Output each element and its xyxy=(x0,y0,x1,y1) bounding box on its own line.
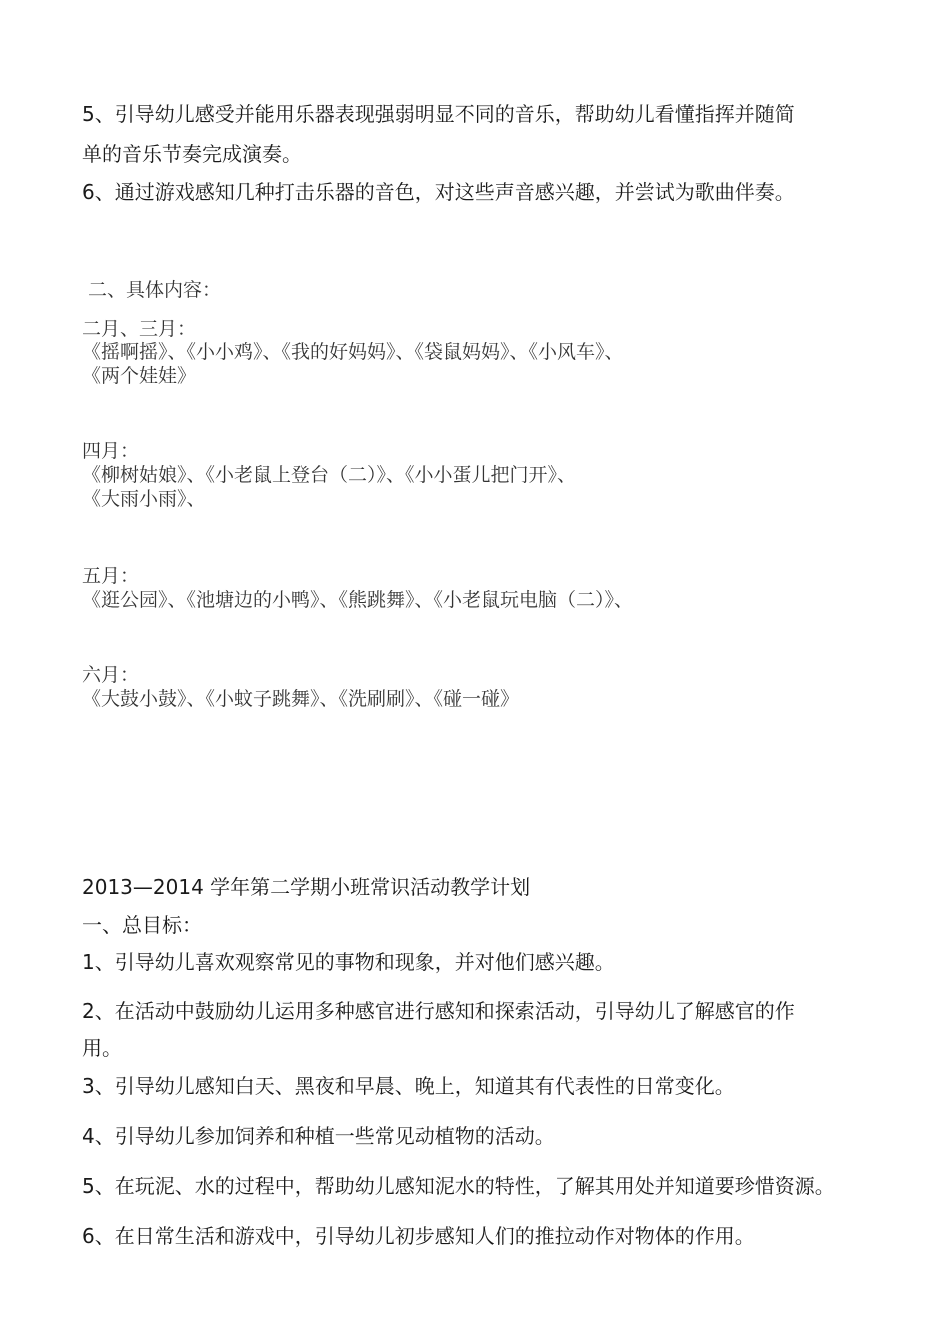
science-goal-2-line1: 2、在活动中鼓励幼儿运用多种感官进行感知和探索活动，引导幼儿了解感官的作 xyxy=(82,999,795,1023)
jun-label: 六月： xyxy=(82,664,140,686)
science-goal-2-line2: 用。 xyxy=(82,1036,122,1060)
apr-label: 四月： xyxy=(82,440,140,462)
jun-songs-line1: 《大鼓小鼓》、《小蚊子跳舞》、《洗刷刷》、《碰一碰》 xyxy=(82,688,520,710)
music-goal-5-line2: 单的音乐节奏完成演奏。 xyxy=(82,142,302,166)
music-goal-5-line1: 5、引导幼儿感受并能用乐器表现强弱明显不同的音乐，帮助幼儿看懂指挥并随简 xyxy=(82,102,795,126)
science-goal-3: 3、引导幼儿感知白天、黑夜和早晨、晚上，知道其有代表性的日常变化。 xyxy=(82,1074,735,1098)
science-plan-title: 2013—2014 学年第二学期小班常识活动教学计划 xyxy=(82,875,531,899)
music-goal-6: 6、通过游戏感知几种打击乐器的音色，对这些声音感兴趣，并尝试为歌曲伴奏。 xyxy=(82,180,795,204)
apr-songs-line2: 《大雨小雨》、 xyxy=(82,488,206,510)
science-goal-1: 1、引导幼儿喜欢观察常见的事物和现象，并对他们感兴趣。 xyxy=(82,950,615,974)
feb-mar-label: 二月、三月： xyxy=(82,318,197,340)
science-goal-4: 4、引导幼儿参加饲养和种植一些常见动植物的活动。 xyxy=(82,1124,555,1148)
science-goal-5: 5、在玩泥、水的过程中，帮助幼儿感知泥水的特性，了解其用处并知道要珍惜资源。 xyxy=(82,1174,835,1198)
apr-songs-line1: 《柳树姑娘》、《小老鼠上登台（二）》、《小小蛋儿把门开》、 xyxy=(82,464,577,486)
feb-mar-songs-line1: 《摇啊摇》、《小小鸡》、《我的好妈妈》、《袋鼠妈妈》、《小风车》、 xyxy=(82,341,624,363)
may-label: 五月： xyxy=(82,565,140,587)
content-heading: 二、具体内容： xyxy=(88,279,222,301)
may-songs-line1: 《逛公园》、《池塘边的小鸭》、《熊跳舞》、《小老鼠玩电脑（二）》、 xyxy=(82,589,634,611)
science-goal-heading: 一、总目标： xyxy=(82,913,202,937)
science-goal-6: 6、在日常生活和游戏中，引导幼儿初步感知人们的推拉动作对物体的作用。 xyxy=(82,1224,755,1248)
feb-mar-songs-line2: 《两个娃娃》 xyxy=(82,365,197,387)
